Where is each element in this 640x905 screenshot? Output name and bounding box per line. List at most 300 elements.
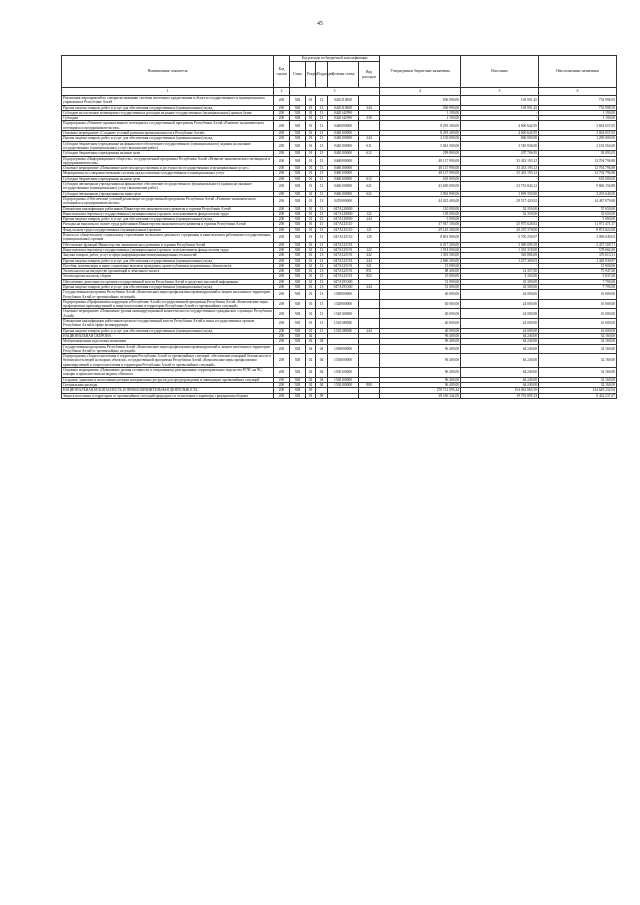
- cell-section: 01: [306, 222, 316, 227]
- table-row: [62, 222, 617, 227]
- cell-subsection: 13: [316, 166, 328, 171]
- cell-chapter: 928: [290, 121, 306, 131]
- cell-subsection: 13: [316, 110, 328, 115]
- cell-section: 01: [306, 116, 316, 121]
- cell-subsection: 04: [316, 344, 328, 354]
- cell-name: Создание, хранение и восполнение резерва материальных ресурсов для предупреждения и ликвидации чрезвычайных ситуаций: [62, 377, 274, 382]
- cell-name: Подпрограмма «Профилактика коррупции в Республике Алтай» государственной программы Республики Алтай «Комплексные меры профилактики правонарушений и защита населения и территории Республики Алтай от чрезвычайных ситуаций»: [62, 299, 274, 309]
- cell-target: 1530100000: [328, 377, 359, 382]
- cell-target: 0460100000: [328, 176, 359, 181]
- column-number: 2: [274, 88, 290, 96]
- cell-target: 0420110000: [328, 96, 359, 106]
- cell-kind: 244: [359, 284, 380, 289]
- cell-kind: 530: [359, 116, 380, 121]
- cell-subsection: 13: [316, 196, 328, 206]
- table-row: [62, 354, 617, 368]
- cell-chapter: 928: [290, 354, 306, 368]
- cell-target: 0440100000: [328, 141, 359, 151]
- cell-executed: 64 240,00: [461, 344, 539, 354]
- cell-section: 02: [306, 354, 316, 368]
- cell-chapter: 928: [290, 171, 306, 176]
- cell-chapter: 928: [290, 96, 306, 106]
- cell-approved: 48 137 990,00: [380, 156, 461, 166]
- cell-kind: 244: [359, 136, 380, 141]
- cell-name: Обеспечение функций Министерства экономического развития и туризма Республики Алтай: [62, 242, 274, 247]
- cell-kind: [359, 299, 380, 309]
- cell-subsection: 04: [316, 339, 328, 344]
- cell-name: Взносы по обязательному социальному страхованию на выплаты денежного содержания и иные выплаты работникам государственных (муниципальных) органов: [62, 233, 274, 243]
- cell-section: 03: [306, 388, 316, 393]
- cell-executed: 64 240,00: [461, 339, 539, 344]
- cell-section: 01: [306, 191, 316, 196]
- cell-approved: 96 400,00: [380, 344, 461, 354]
- cell-name: Прочая закупка товаров, работ и услуг для обеспечения государственных (муниципальных) нужд: [62, 284, 274, 289]
- table-row: [62, 182, 617, 192]
- cell-kind: 622: [359, 191, 380, 196]
- cell-executed: 860 000,00: [461, 136, 539, 141]
- cell-name: Основное мероприятие «Повышение уровня готовности к оперативному реагированию территориальных подсистем РСЧС на ЧС, пожары и происшествия на водных объектах»: [62, 368, 274, 378]
- cell-executed: 5 705 250,97: [461, 233, 539, 243]
- cell-target: 0440000000: [328, 121, 359, 131]
- cell-kind: 244: [359, 258, 380, 263]
- budget-table: [61, 55, 617, 399]
- cell-line-code: 200: [274, 279, 290, 284]
- cell-subsection: 13: [316, 233, 328, 243]
- cell-executed: 4 600 642,95: [461, 131, 539, 136]
- cell-line-code: 200: [274, 166, 290, 171]
- cell-kind: 122: [359, 211, 380, 216]
- cell-name: Подпрограмма «Защита населения и территории Республики Алтай от чрезвычайных ситуаций, обеспечение пожарной безопасности и безопасности людей на водных объектах» государственной программы Республики Алтай «Комплексные меры профилактики правонарушений и защита населения и территории Республики Алтай от чрезвычайных ситуаций»: [62, 354, 274, 368]
- cell-chapter: 928: [290, 258, 306, 263]
- cell-name: Специальные расходы: [62, 382, 274, 387]
- cell-target: 047А125191: [328, 258, 359, 263]
- cell-unexecuted: 15 000,00: [539, 263, 617, 268]
- cell-unexecuted: 5 000,00: [539, 217, 617, 222]
- cell-executed: -: [461, 263, 539, 268]
- cell-section: 01: [306, 105, 316, 110]
- cell-kind: 852: [359, 274, 380, 279]
- cell-line-code: 200: [274, 242, 290, 247]
- cell-name: Субсидии бюджетным учреждениям на финансовое обеспечение государственного (муниципального) задания на оказание государственных (муниципальных) услуг (выполнение работ): [62, 141, 274, 151]
- header-budget-classification: Код расхода по бюджетной классификации: [290, 56, 380, 62]
- cell-chapter: 928: [290, 166, 306, 171]
- page-number: 45: [317, 21, 323, 27]
- cell-section: 01: [306, 217, 316, 222]
- table-row: [62, 156, 617, 166]
- cell-subsection: 13: [316, 279, 328, 284]
- cell-section: 01: [306, 110, 316, 115]
- cell-section: 01: [306, 131, 316, 136]
- cell-executed: 1 257 369,03: [461, 258, 539, 263]
- cell-chapter: 928: [290, 211, 306, 216]
- header-executed: Исполнено: [461, 56, 539, 88]
- cell-line-code: 200: [274, 274, 290, 279]
- cell-target: 0420110000: [328, 105, 359, 110]
- cell-unexecuted: 1 190,00: [539, 116, 617, 121]
- cell-executed: -: [461, 110, 539, 115]
- cell-executed: 12 357,00: [461, 269, 539, 274]
- table-row: [62, 279, 617, 284]
- cell-approved: 105 000,00: [380, 211, 461, 216]
- cell-approved: 10 000,00: [380, 274, 461, 279]
- cell-target: 047А125191: [328, 274, 359, 279]
- cell-name: Подпрограмма «Информационное общество» государственной программы Республики Алтай «Развитие экономического потенциала и предпринимательства»: [62, 156, 274, 166]
- cell-line-code: 200: [274, 377, 290, 382]
- cell-section: 01: [306, 247, 316, 252]
- table-row: [62, 258, 617, 263]
- cell-subsection: 13: [316, 217, 328, 222]
- cell-kind: [359, 121, 380, 131]
- cell-unexecuted: 32 160,00: [539, 339, 617, 344]
- cell-subsection: 13: [316, 116, 328, 121]
- cell-approved: 44 025 400,00: [380, 196, 461, 206]
- cell-executed: 154 062 865,50: [461, 388, 539, 393]
- cell-approved: 48 137 990,00: [380, 171, 461, 176]
- cell-name: Основное мероприятие «Создание условий развития промышленности в Республике Алтай»: [62, 131, 274, 136]
- column-number-row: [62, 88, 617, 96]
- cell-chapter: 928: [290, 217, 306, 222]
- table-body: [62, 96, 617, 399]
- cell-approved: 37 947 100,00: [380, 222, 461, 227]
- table-row: [62, 344, 617, 354]
- cell-chapter: 928: [290, 222, 306, 227]
- cell-chapter: 928: [290, 253, 306, 258]
- cell-section: 01: [306, 121, 316, 131]
- cell-approved: 1 190,00: [380, 116, 461, 121]
- cell-subsection: 04: [316, 368, 328, 378]
- table-row: [62, 284, 617, 289]
- cell-executed: 29 537 420,92: [461, 196, 539, 206]
- cell-target: 0440100000: [328, 136, 359, 141]
- cell-approved: 1 190,00: [380, 110, 461, 115]
- cell-name: Реализация мероприятий по совершенствованию системы ипотечного кредитования в области государственного и муниципального управления в Республике Алтай: [62, 96, 274, 106]
- cell-unexecuted: 752 998,55: [539, 96, 617, 106]
- cell-section: 01: [306, 151, 316, 156]
- cell-chapter: 928: [290, 110, 306, 115]
- cell-section: 01: [306, 227, 316, 232]
- cell-section: 01: [306, 328, 316, 333]
- cell-target: 047А125191: [328, 247, 359, 252]
- cell-line-code: 200: [274, 253, 290, 258]
- cell-approved: 40 000,00: [380, 328, 461, 333]
- cell-approved: 3 902 990,00: [380, 191, 461, 196]
- header-section: Раздел: [306, 62, 316, 88]
- cell-target: 0440100000: [328, 151, 359, 156]
- cell-executed: 52 350,00: [461, 211, 539, 216]
- cell-approved: 96 400,00: [380, 377, 461, 382]
- cell-line-code: 200: [274, 258, 290, 263]
- cell-line-code: 200: [274, 182, 290, 192]
- cell-approved: 40 000,00: [380, 290, 461, 300]
- cell-line-code: 200: [274, 105, 290, 110]
- cell-unexecuted: 3 096 649,03: [539, 233, 617, 243]
- cell-target: 0470000000: [328, 196, 359, 206]
- table-row: [62, 166, 617, 171]
- cell-unexecuted: 2 203 640,00: [539, 191, 617, 196]
- cell-kind: [359, 354, 380, 368]
- cell-subsection: 13: [316, 222, 328, 227]
- cell-name: Субсидии: [62, 116, 274, 121]
- cell-name: Субсидии бюджетным учреждениям на иные цели: [62, 176, 274, 181]
- cell-section: 02: [306, 382, 316, 387]
- cell-unexecuted: 2 437 100,71: [539, 242, 617, 247]
- cell-line-code: 200: [274, 171, 290, 176]
- table-row: [62, 105, 617, 110]
- cell-chapter: 928: [290, 227, 306, 232]
- cell-approved: 856 990,00: [380, 96, 461, 106]
- cell-line-code: 200: [274, 211, 290, 216]
- cell-name: Обеспечение деятельности органов государственной власти Республики Алтай в средствах массовой информации: [62, 279, 274, 284]
- cell-section: 01: [306, 141, 316, 151]
- cell-chapter: 928: [290, 274, 306, 279]
- cell-target: 047А128000: [328, 217, 359, 222]
- cell-line-code: 200: [274, 141, 290, 151]
- cell-name: Иные выплаты персоналу государственных (муниципальных) органов, за исключением фонда оплаты труда: [62, 211, 274, 216]
- cell-subsection: 13: [316, 299, 328, 309]
- cell-chapter: 928: [290, 269, 306, 274]
- cell-subsection: 13: [316, 284, 328, 289]
- cell-unexecuted: 52 650,00: [539, 211, 617, 216]
- cell-approved: 856 990,00: [380, 105, 461, 110]
- cell-name: Подпрограмма «Обеспечение условий реализации государственной программы Республики Алтай «Развитие экономического потенциала и предпринимательства»: [62, 196, 274, 206]
- cell-name: Защита населения и территории от чрезвычайных ситуаций природного и техногенного характера, гражданская оборона: [62, 393, 274, 398]
- cell-unexecuted: 8 422 537,67: [539, 393, 617, 398]
- cell-subsection: 13: [316, 309, 328, 319]
- cell-line-code: 200: [274, 96, 290, 106]
- cell-target: 047А125110: [328, 233, 359, 243]
- cell-subsection: 13: [316, 211, 328, 216]
- cell-unexecuted: 376 613,31: [539, 253, 617, 258]
- cell-approved: 51 000,00: [380, 279, 461, 284]
- table-row: [62, 211, 617, 216]
- cell-target: 047А128000: [328, 206, 359, 211]
- cell-section: 01: [306, 233, 316, 243]
- cell-executed: 4 600 642,95: [461, 121, 539, 131]
- cell-kind: [359, 309, 380, 319]
- cell-line-code: 200: [274, 131, 290, 136]
- cell-executed: 1 699 350,00: [461, 191, 539, 196]
- cell-approved: 635 000,00: [380, 176, 461, 181]
- cell-subsection: 13: [316, 191, 328, 196]
- cell-chapter: 928: [290, 328, 306, 333]
- cell-line-code: 200: [274, 344, 290, 354]
- cell-executed: 103 991,45: [461, 96, 539, 106]
- cell-unexecuted: 16 000,00: [539, 319, 617, 329]
- cell-section: 01: [306, 309, 316, 319]
- cell-target: 152010008Б: [328, 319, 359, 329]
- cell-unexecuted: 5 837,00: [539, 274, 617, 279]
- cell-chapter: 928: [290, 116, 306, 121]
- cell-executed: 1 335 318,00: [461, 247, 539, 252]
- cell-section: 01: [306, 319, 316, 329]
- cell-target: 1500000000: [328, 344, 359, 354]
- cell-unexecuted: 8 874 822,00: [539, 227, 617, 232]
- cell-approved: 1 914 000,00: [380, 247, 461, 252]
- cell-name: Государственная программа Республики Алтай «Комплексные меры профилактики правонарушений и защита населения и территории Республики Алтай от чрезвычайных ситуаций»: [62, 290, 274, 300]
- cell-executed: 4 163,00: [461, 274, 539, 279]
- cell-name: Иные выплаты персоналу государственных (муниципальных) органов, за исключением фонда оплаты труда: [62, 247, 274, 252]
- cell-kind: [359, 96, 380, 106]
- cell-executed: -: [461, 176, 539, 181]
- cell-line-code: 200: [274, 136, 290, 141]
- cell-kind: 612: [359, 151, 380, 156]
- cell-subsection: 04: [316, 354, 328, 368]
- cell-unexecuted: 1 290 000,00: [539, 136, 617, 141]
- cell-kind: 129: [359, 233, 380, 243]
- cell-subsection: 13: [316, 253, 328, 258]
- cell-unexecuted: 57 650,00: [539, 206, 617, 211]
- cell-subsection: 13: [316, 290, 328, 300]
- table-row: [62, 227, 617, 232]
- cell-approved: 5 000,00: [380, 217, 461, 222]
- cell-target: 0420142990: [328, 110, 359, 115]
- cell-unexecuted: 7 700,00: [539, 279, 617, 284]
- cell-unexecuted: 12 704 796,88: [539, 171, 617, 176]
- cell-line-code: 200: [274, 269, 290, 274]
- cell-target: 1520000000: [328, 299, 359, 309]
- cell-section: 01: [306, 258, 316, 263]
- cell-executed: 35 433 193,12: [461, 156, 539, 166]
- cell-unexecuted: 32 160,00: [539, 333, 617, 338]
- cell-kind: 880: [359, 382, 380, 387]
- cell-line-code: 200: [274, 339, 290, 344]
- cell-executed: 35 433 193,12: [461, 171, 539, 176]
- cell-section: 02: [306, 368, 316, 378]
- cell-target: 1500000000: [328, 290, 359, 300]
- cell-section: 01: [306, 242, 316, 247]
- cell-chapter: 928: [290, 263, 306, 268]
- cell-unexecuted: 752 998,55: [539, 105, 617, 110]
- cell-target: 152010008Б: [328, 328, 359, 333]
- cell-name: Уплата налога на имущество организаций и земельного налога: [62, 269, 274, 274]
- cell-name: Прочая закупка товаров, работ и услуг для обеспечения государственных (муниципальных) нужд: [62, 328, 274, 333]
- cell-unexecuted: 635 000,00: [539, 176, 617, 181]
- cell-chapter: 928: [290, 196, 306, 206]
- cell-subsection: 13: [316, 96, 328, 106]
- cell-executed: 103 991,45: [461, 105, 539, 110]
- cell-subsection: 04: [316, 382, 328, 387]
- cell-executed: 25 975 628,63: [461, 222, 539, 227]
- cell-name: Основное мероприятие «Повышение качества предоставления и доступности государственных и муниципальных услуг»: [62, 166, 274, 171]
- cell-approved: 96 400,00: [380, 368, 461, 378]
- table-row: [62, 141, 617, 151]
- cell-line-code: 200: [274, 222, 290, 227]
- cell-chapter: 928: [290, 344, 306, 354]
- cell-approved: 51 000,00: [380, 284, 461, 289]
- cell-section: 02: [306, 377, 316, 382]
- cell-line-code: 200: [274, 263, 290, 268]
- cell-target: 047А125110: [328, 227, 359, 232]
- cell-approved: 8 293 300,00: [380, 121, 461, 131]
- cell-unexecuted: 16 000,00: [539, 328, 617, 333]
- header-kind: Вид расходов: [359, 62, 380, 88]
- cell-name: Повышение квалификации работников Министерства экономического развития и туризма Республики Алтай: [62, 206, 274, 211]
- cell-name: Мобилизационная подготовка экономики: [62, 339, 274, 344]
- table-row: [62, 206, 617, 211]
- cell-line-code: 200: [274, 191, 290, 196]
- cell-unexecuted: 9 866 156,88: [539, 182, 617, 192]
- cell-line-code: 200: [274, 284, 290, 289]
- cell-name: Прочая закупка товаров, работ и услуг для обеспечения государственных (муниципальных) нужд: [62, 105, 274, 110]
- cell-executed: 207 706,95: [461, 151, 539, 156]
- cell-target: 047А125191: [328, 242, 359, 247]
- cell-approved: 8 801 900,00: [380, 233, 461, 243]
- cell-kind: [359, 344, 380, 354]
- cell-unexecuted: 1 190,00: [539, 110, 617, 115]
- cell-approved: 48 137 990,00: [380, 166, 461, 171]
- cell-line-code: 200: [274, 121, 290, 131]
- cell-unexecuted: 16 000,00: [539, 299, 617, 309]
- cell-subsection: 13: [316, 242, 328, 247]
- cell-approved: 110 000,00: [380, 206, 461, 211]
- cell-unexecuted: 16 000,00: [539, 290, 617, 300]
- cell-unexecuted: 578 682,00: [539, 247, 617, 252]
- cell-unexecuted: 32 160,00: [539, 344, 617, 354]
- cell-target: 0460100000: [328, 182, 359, 192]
- cell-executed: 24 000,00: [461, 319, 539, 329]
- cell-unexecuted: 32 160,00: [539, 354, 617, 368]
- cell-executed: 64 240,00: [461, 354, 539, 368]
- column-number: 6: [539, 88, 617, 96]
- cell-approved: 40 000,00: [380, 309, 461, 319]
- cell-line-code: 200: [274, 151, 290, 156]
- cell-subsection: 13: [316, 263, 328, 268]
- header-name: Наименование показателя: [62, 56, 274, 88]
- cell-unexecuted: 2 102 564,00: [539, 141, 617, 151]
- cell-target: 1530100000: [328, 368, 359, 378]
- cell-subsection: 13: [316, 206, 328, 211]
- cell-chapter: 928: [290, 233, 306, 243]
- cell-unexecuted: 14 487 979,08: [539, 196, 617, 206]
- cell-line-code: 200: [274, 206, 290, 211]
- header-chapter: Глава: [290, 62, 306, 88]
- cell-executed: 24 000,00: [461, 309, 539, 319]
- cell-section: 01: [306, 253, 316, 258]
- cell-executed: 20 270 378,00: [461, 227, 539, 232]
- cell-approved: 5 843 500,00: [380, 141, 461, 151]
- header-unexecuted: Неисполненные назначения: [539, 56, 617, 88]
- cell-target: 047А128000: [328, 211, 359, 216]
- cell-chapter: 928: [290, 333, 306, 338]
- cell-target: 047А125191: [328, 253, 359, 258]
- cell-line-code: 200: [274, 328, 290, 333]
- cell-executed: 64 240,00: [461, 377, 539, 382]
- cell-line-code: 200: [274, 299, 290, 309]
- cell-subsection: 13: [316, 247, 328, 252]
- cell-unexecuted: 3 692 657,05: [539, 121, 617, 131]
- cell-name: Подпрограмма «Развитие промышленного потенциала» государственной программы Республики Алтай «Развитие экономического потенциала и предпринимательства»: [62, 121, 274, 131]
- cell-approved: 2 150 000,00: [380, 136, 461, 141]
- cell-target: 047А125191: [328, 263, 359, 268]
- cell-approved: 40 000,00: [380, 299, 461, 309]
- cell-approved: 28 186 342,00: [380, 393, 461, 398]
- cell-name: Закупка товаров, работ, услуг в сфере информационно-коммуникационных технологий: [62, 253, 274, 258]
- cell-name: Основное мероприятие «Повышение уровня антикоррупционной компетентности государственных гражданских служащих Республики Алтай»: [63, 309, 272, 318]
- table-row: [62, 171, 617, 176]
- cell-subsection: 13: [316, 176, 328, 181]
- cell-name: Субсидии автономным учреждениям на иные цели: [62, 191, 274, 196]
- cell-kind: 611: [359, 141, 380, 151]
- cell-kind: 612: [359, 176, 380, 181]
- table-row: [62, 121, 617, 131]
- cell-approved: 6 017 200,00: [380, 242, 461, 247]
- cell-unexecuted: 75 947,00: [539, 269, 617, 274]
- cell-line-code: 200: [274, 382, 290, 387]
- cell-kind: [359, 156, 380, 166]
- cell-section: 01: [306, 290, 316, 300]
- cell-name: НАЦИОНАЛЬНАЯ ОБОРОНА: [62, 333, 274, 338]
- cell-approved: 8 293 300,00: [380, 131, 461, 136]
